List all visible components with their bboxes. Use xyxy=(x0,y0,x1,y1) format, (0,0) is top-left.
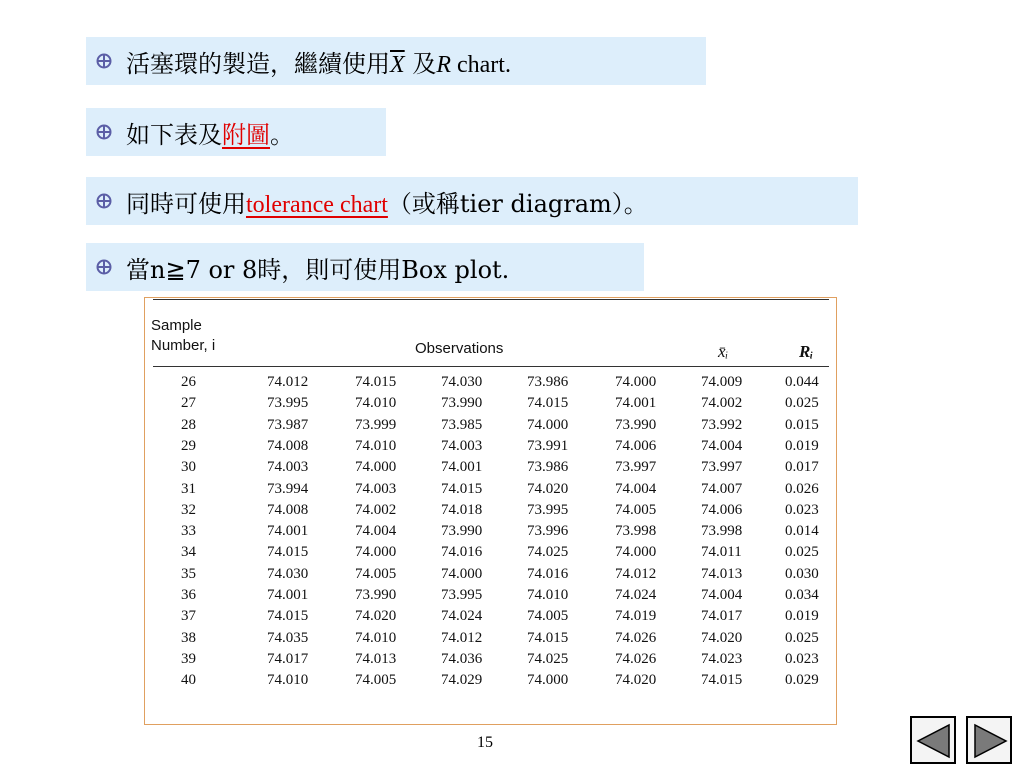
bullet-text-1: 活塞環的製造，繼續使用$\overline{X}$ 及R chart. xyxy=(126,49,511,78)
sample-number-cell: 36 xyxy=(181,587,196,603)
observation-cell: 74.000 xyxy=(615,374,657,390)
observation-cell: 73.986 xyxy=(527,374,569,390)
sample-number-cell: 38 xyxy=(181,629,196,646)
xbar-cell: 74.004 xyxy=(701,587,743,603)
observation-cell: 74.008 xyxy=(267,437,309,454)
observation-cell: 74.003 xyxy=(267,459,309,476)
observation-cell: 74.003 xyxy=(441,437,483,454)
sample-number-cell: 28 xyxy=(181,416,196,433)
observation-cell: 73.990 xyxy=(441,395,483,412)
range-cell: 0.025 xyxy=(785,544,819,561)
table-row xyxy=(145,651,838,672)
table-top-rule xyxy=(153,299,829,300)
sample-number-cell: 32 xyxy=(181,501,196,518)
bullet-text-2: 如下表及附圖。 xyxy=(126,120,294,149)
sample-number-cell: 37 xyxy=(181,608,196,625)
xbar-cell: 74.013 xyxy=(701,565,743,582)
observation-cell: 74.030 xyxy=(267,565,309,582)
observation-cell: 74.026 xyxy=(615,650,657,667)
observation-cell: 74.024 xyxy=(615,587,657,603)
xbar-cell: 74.002 xyxy=(701,395,743,412)
range-cell: 0.034 xyxy=(785,587,819,603)
table-row xyxy=(145,608,838,629)
observation-cell: 74.004 xyxy=(355,523,397,540)
xbar-cell: 74.015 xyxy=(701,672,743,689)
xbar-cell: 74.007 xyxy=(701,480,743,497)
sample-number-cell: 31 xyxy=(181,480,196,497)
bullet-item-1 xyxy=(86,37,706,85)
sample-number-cell: 30 xyxy=(181,459,196,476)
table-row xyxy=(145,544,838,565)
observation-cell: 74.005 xyxy=(527,608,569,625)
xbar-cell: 74.020 xyxy=(701,629,743,646)
observation-cell: 74.010 xyxy=(267,672,309,689)
table-row xyxy=(145,417,838,438)
observation-cell: 74.010 xyxy=(355,437,397,454)
observation-cell: 74.017 xyxy=(267,650,309,667)
sample-number-cell: 33 xyxy=(181,523,196,540)
triangle-left-icon xyxy=(915,722,953,760)
xbar-cell: 74.017 xyxy=(701,608,743,625)
tolerance-chart-link[interactable]: tolerance chart xyxy=(246,191,388,218)
observation-cell: 73.997 xyxy=(615,459,657,476)
triangle-right-icon xyxy=(971,722,1009,760)
observation-cell: 73.990 xyxy=(441,523,483,540)
range-header: Rᵢ xyxy=(799,342,814,361)
range-cell: 0.023 xyxy=(785,650,819,667)
observation-cell: 73.991 xyxy=(527,437,569,454)
sample-number-cell: 39 xyxy=(181,650,196,667)
observation-cell: 74.012 xyxy=(441,629,483,646)
observation-cell: 74.015 xyxy=(441,480,483,497)
observation-cell: 74.010 xyxy=(355,629,397,646)
sample-number-cell: 29 xyxy=(181,437,196,454)
sample-number-cell: 40 xyxy=(181,672,196,689)
table-row xyxy=(145,587,838,608)
observation-cell: 74.001 xyxy=(441,459,483,476)
range-cell: 0.025 xyxy=(785,629,819,646)
bullet-text-3: 同時可使用tolerance chart（或稱tier diagram）。 xyxy=(126,189,648,218)
bullet-cross-circle-icon xyxy=(96,53,112,69)
observation-cell: 74.015 xyxy=(527,629,569,646)
observation-cell: 74.019 xyxy=(615,608,657,625)
xbar-cell: 74.023 xyxy=(701,650,743,667)
observation-cell: 73.998 xyxy=(615,523,657,540)
observation-cell: 73.999 xyxy=(355,416,397,433)
observation-cell: 74.001 xyxy=(267,523,309,540)
observation-cell: 74.016 xyxy=(527,565,569,582)
table-row xyxy=(145,566,838,587)
observation-cell: 74.010 xyxy=(355,395,397,412)
xbar-cell: 74.009 xyxy=(701,374,743,390)
observation-cell: 74.000 xyxy=(527,416,569,433)
range-cell: 0.019 xyxy=(785,437,819,454)
observation-cell: 73.995 xyxy=(267,395,309,412)
range-cell: 0.025 xyxy=(785,395,819,412)
observation-cell: 74.016 xyxy=(441,544,483,561)
observation-cell: 74.015 xyxy=(355,374,397,390)
observation-cell: 73.994 xyxy=(267,480,309,497)
table-row xyxy=(145,374,838,395)
observation-cell: 74.015 xyxy=(527,395,569,412)
bullet-item-3 xyxy=(86,177,858,225)
xbar-cell: 74.011 xyxy=(701,544,742,561)
observation-cell: 74.005 xyxy=(615,501,657,518)
range-cell: 0.014 xyxy=(785,523,819,540)
observation-cell: 74.013 xyxy=(355,650,397,667)
observation-cell: 73.986 xyxy=(527,459,569,476)
sample-number-header: Sample Number, i xyxy=(151,317,216,354)
table-row xyxy=(145,502,838,523)
bullet-item-2 xyxy=(86,108,386,156)
table-row xyxy=(145,438,838,459)
observation-cell: 73.996 xyxy=(527,523,569,540)
page-number: 15 xyxy=(477,734,493,751)
next-slide-button[interactable] xyxy=(966,716,1012,764)
observation-cell: 74.035 xyxy=(267,629,309,646)
sample-number-cell: 34 xyxy=(181,544,196,561)
xbar-cell: 73.998 xyxy=(701,523,743,540)
observation-cell: 74.001 xyxy=(615,395,657,412)
table-row xyxy=(145,481,838,502)
observation-cell: 73.987 xyxy=(267,416,309,433)
sample-number-cell: 27 xyxy=(181,395,196,412)
observation-cell: 74.000 xyxy=(355,544,397,561)
xbar-header: x̄ᵢ xyxy=(718,342,729,361)
bullet-cross-circle-icon xyxy=(96,193,112,209)
sample-number-cell: 26 xyxy=(181,374,196,390)
observation-cell: 74.036 xyxy=(441,650,483,667)
table-row xyxy=(145,672,838,693)
observation-cell: 74.002 xyxy=(355,501,397,518)
observation-cell: 74.020 xyxy=(355,608,397,625)
observation-cell: 74.012 xyxy=(615,565,657,582)
observation-cell: 74.006 xyxy=(615,437,657,454)
piston-ring-data-table xyxy=(144,297,837,725)
table-row xyxy=(145,523,838,544)
observation-cell: 74.020 xyxy=(615,672,657,689)
range-cell: 0.030 xyxy=(785,565,819,582)
range-cell: 0.026 xyxy=(785,480,819,497)
observation-cell: 74.004 xyxy=(615,480,657,497)
observation-cell: 74.000 xyxy=(527,672,569,689)
bullet-text-4: 當n≧7 or 8時，則可使用Box plot. xyxy=(126,255,510,284)
bullet-cross-circle-icon xyxy=(96,124,112,140)
observation-cell: 74.005 xyxy=(355,565,397,582)
table-row xyxy=(145,459,838,480)
observation-cell: 74.008 xyxy=(267,501,309,518)
range-cell: 0.019 xyxy=(785,608,819,625)
xbar-cell: 74.006 xyxy=(701,501,743,518)
observation-cell: 74.030 xyxy=(441,374,483,390)
observation-cell: 74.018 xyxy=(441,501,483,518)
figure-link[interactable]: 附圖 xyxy=(222,120,270,149)
observation-cell: 73.990 xyxy=(355,587,397,603)
observation-cell: 74.015 xyxy=(267,608,309,625)
observation-cell: 74.000 xyxy=(441,565,483,582)
range-cell: 0.029 xyxy=(785,672,819,689)
observation-cell: 74.010 xyxy=(527,587,569,603)
observation-cell: 73.990 xyxy=(615,416,657,433)
table-row xyxy=(145,395,838,416)
observation-cell: 74.025 xyxy=(527,544,569,561)
observation-cell: 74.000 xyxy=(355,459,397,476)
observation-cell: 73.995 xyxy=(527,501,569,518)
xbar-cell: 74.004 xyxy=(701,437,743,454)
table-row xyxy=(145,630,838,651)
observation-cell: 74.024 xyxy=(441,608,483,625)
xbar-cell: 73.997 xyxy=(701,459,743,476)
range-cell: 0.015 xyxy=(785,416,819,433)
previous-slide-button[interactable] xyxy=(910,716,956,764)
observation-cell: 73.995 xyxy=(441,587,483,603)
observation-cell: 74.005 xyxy=(355,672,397,689)
observation-cell: 74.001 xyxy=(267,587,309,603)
table-header-rule xyxy=(153,366,829,367)
observation-cell: 74.026 xyxy=(615,629,657,646)
observations-header: Observations xyxy=(415,340,504,357)
sample-number-cell: 35 xyxy=(181,565,196,582)
bullet-item-4 xyxy=(86,243,644,291)
observation-cell: 74.025 xyxy=(527,650,569,667)
observation-cell: 74.000 xyxy=(615,544,657,561)
range-cell: 0.017 xyxy=(785,459,819,476)
observation-cell: 74.003 xyxy=(355,480,397,497)
range-cell: 0.023 xyxy=(785,501,819,518)
range-cell: 0.044 xyxy=(785,374,819,390)
xbar-cell: 73.992 xyxy=(701,416,743,433)
observation-cell: 73.985 xyxy=(441,416,483,433)
bullet-cross-circle-icon xyxy=(96,259,112,275)
observation-cell: 74.012 xyxy=(267,374,309,390)
observation-cell: 74.029 xyxy=(441,672,483,689)
observation-cell: 74.020 xyxy=(527,480,569,497)
observation-cell: 74.015 xyxy=(267,544,309,561)
